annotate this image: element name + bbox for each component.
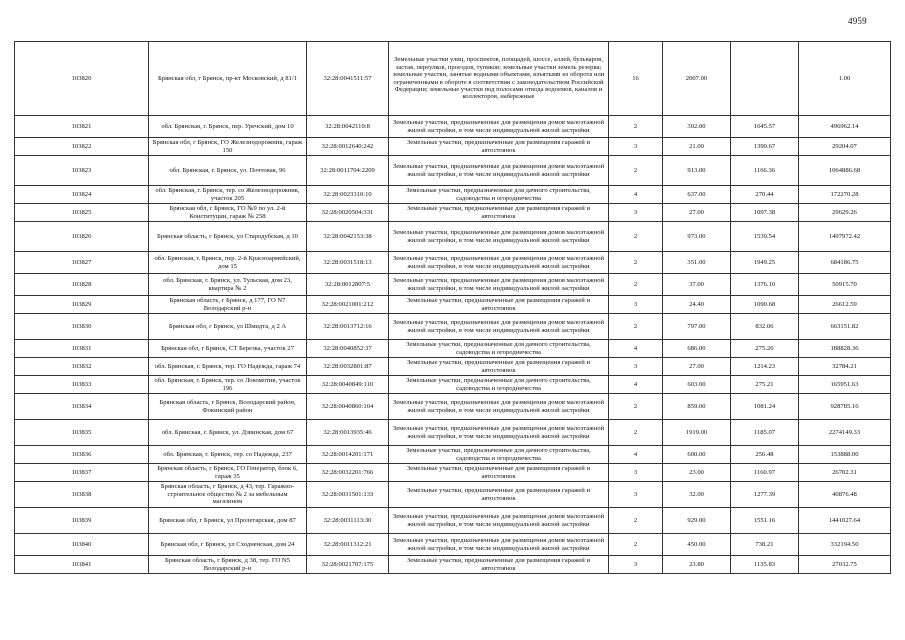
cadastral-value-cell: 29204.07 <box>799 138 891 156</box>
cadastral-number-cell: 32:28:0031518:13 <box>307 252 389 274</box>
land-use-cell: Земельные участки, предназначенные для размещения гаражей и автостоянок <box>389 358 609 376</box>
address-cell: обл. Брянская, г. Брянск, ул. Дзвинская, дом 67 <box>149 420 307 446</box>
cadastral-number-cell: 32:28:0023310:10 <box>307 186 389 204</box>
land-use-cell: Земельные участки, предназначенные для размещения домов малоэтажной жилой застройки, в том числе индивидуальной жилой застройки <box>389 156 609 186</box>
cadastral-number-cell: 32:28:0032201:766 <box>307 464 389 482</box>
specific-value-cell: 1277.39 <box>731 482 799 508</box>
address-cell: обл. Брянская, г. Брянск, ул. Почтовая, 96 <box>149 156 307 186</box>
land-use-cell: Земельные участки, предназначенные для размещения гаражей и автостоянок <box>389 296 609 314</box>
cadastral-number-cell: 32:28:0011312:21 <box>307 534 389 556</box>
area-cell: 1919.00 <box>663 420 731 446</box>
area-cell: 973.00 <box>663 222 731 252</box>
address-cell: Брянская обл, г Брянск, ул Сходненская, дом 24 <box>149 534 307 556</box>
cadastral-value-cell: 172270.28 <box>799 186 891 204</box>
area-cell: 27.00 <box>663 204 731 222</box>
address-cell: Брянская область, г Брянск, Володарский район, Фокинский район <box>149 394 307 420</box>
row-id-cell: 103839 <box>15 508 149 534</box>
cadastral-value-cell: 1064886.68 <box>799 156 891 186</box>
row-id-cell: 103835 <box>15 420 149 446</box>
land-use-cell: Земельные участки, предназначенные для дачного строительства, садоводства и огородничества <box>389 446 609 464</box>
table-row <box>15 42 891 116</box>
row-id-cell: 103831 <box>15 340 149 358</box>
group-cell: 2 <box>609 508 663 534</box>
specific-value-cell: 738.21 <box>731 534 799 556</box>
land-use-cell: Земельные участки, предназначенные для дачного строительства, садоводства и огородничества <box>389 376 609 394</box>
table-row <box>15 314 891 340</box>
land-use-cell: Земельные участки, предназначенные для размещения гаражей и автостоянок <box>389 556 609 574</box>
area-cell: 450.00 <box>663 534 731 556</box>
cadastral-number-cell: 32:28:0011704:2209 <box>307 156 389 186</box>
cadastral-number-cell: 32:28:0021707:175 <box>307 556 389 574</box>
table-row <box>15 420 891 446</box>
cadastral-number-cell: 32:28:0040860:104 <box>307 394 389 420</box>
row-id-cell: 103830 <box>15 314 149 340</box>
table-row <box>15 482 891 508</box>
address-cell: обл. Брянская, г. Брянск, тер. со Локомотив, участок 196 <box>149 376 307 394</box>
cadastral-number-cell: 32:28:0012807:5 <box>307 274 389 296</box>
cadastral-value-cell: 40876.48 <box>799 482 891 508</box>
group-cell: 2 <box>609 394 663 420</box>
land-use-cell: Земельные участки, предназначенные для размещения гаражей и автостоянок <box>389 482 609 508</box>
row-id-cell: 103827 <box>15 252 149 274</box>
cadastral-value-cell: 1497972.42 <box>799 222 891 252</box>
cadastral-number-cell: 32:28:0042153:38 <box>307 222 389 252</box>
row-id-cell: 103825 <box>15 204 149 222</box>
land-use-cell: Земельные участки, предназначенные для размещения гаражей и автостоянок <box>389 204 609 222</box>
area-cell: 600.00 <box>663 446 731 464</box>
table-row <box>15 222 891 252</box>
cadastral-value-cell: 928785.16 <box>799 394 891 420</box>
group-cell: 4 <box>609 340 663 358</box>
row-id-cell: 103834 <box>15 394 149 420</box>
land-use-cell: Земельные участки, предназначенные для размещения домов малоэтажной жилой застройки, в том числе индивидуальной жилой застройки <box>389 222 609 252</box>
row-id-cell: 103840 <box>15 534 149 556</box>
area-cell: 37.00 <box>663 274 731 296</box>
group-cell: 2 <box>609 222 663 252</box>
group-cell: 4 <box>609 186 663 204</box>
area-cell: 859.00 <box>663 394 731 420</box>
specific-value-cell: 1185.07 <box>731 420 799 446</box>
address-cell: Брянская область, г Брянск, д 177, ГО N7 Володарский р-н <box>149 296 307 314</box>
page-number: 4959 <box>848 16 867 26</box>
area-cell: 23.00 <box>663 464 731 482</box>
land-use-cell: Земельные участки, предназначенные для дачного строительства, садоводства и огородничества <box>389 340 609 358</box>
cadastral-value-cell: 1.00 <box>799 42 891 116</box>
address-cell: обл. Брянская, г. Брянск, пер. 2-й Красноармейский, дом 15 <box>149 252 307 274</box>
cadastral-value-cell: 188828.36 <box>799 340 891 358</box>
table-row <box>15 340 891 358</box>
cadastral-number-cell: 32:28:0012640:242 <box>307 138 389 156</box>
area-cell: 797.00 <box>663 314 731 340</box>
table-row <box>15 394 891 420</box>
row-id-cell: 103832 <box>15 358 149 376</box>
table-row <box>15 446 891 464</box>
row-id-cell: 103837 <box>15 464 149 482</box>
cadastral-value-cell: 26702.31 <box>799 464 891 482</box>
cadastral-number-cell: 32:28:0041511:57 <box>307 42 389 116</box>
address-cell: обл. Брянская, г. Брянск, тер. со Надежда, 237 <box>149 446 307 464</box>
table-row <box>15 252 891 274</box>
group-cell: 3 <box>609 296 663 314</box>
row-id-cell: 103824 <box>15 186 149 204</box>
table-row <box>15 274 891 296</box>
group-cell: 2 <box>609 252 663 274</box>
address-cell: Брянская обл, г Брянск, ул Шмидта, д 2 А <box>149 314 307 340</box>
row-id-cell: 103823 <box>15 156 149 186</box>
group-cell: 2 <box>609 274 663 296</box>
address-cell: Брянская область, г Брянск, ГО Генератор, блок 6, гараж 35 <box>149 464 307 482</box>
row-id-cell: 103838 <box>15 482 149 508</box>
land-use-cell: Земельные участки, предназначенные для размещения домов малоэтажной жилой застройки, в том числе индивидуальной жилой застройки <box>389 534 609 556</box>
address-cell: Брянская обл, г Брянск, ул Пролетарская, дом 87 <box>149 508 307 534</box>
group-cell: 3 <box>609 358 663 376</box>
table-row <box>15 186 891 204</box>
cadastral-value-cell: 663151.82 <box>799 314 891 340</box>
group-cell: 3 <box>609 138 663 156</box>
row-id-cell: 103826 <box>15 222 149 252</box>
address-cell: Брянская обл, г Брянск, ГО Железнодорожник, гараж 150 <box>149 138 307 156</box>
cadastral-value-cell: 26612.59 <box>799 296 891 314</box>
land-use-cell: Земельные участки, предназначенные для размещения домов малоэтажной жилой застройки, в том числе индивидуальной жилой застройки <box>389 314 609 340</box>
area-cell: 2007.00 <box>663 42 731 116</box>
row-id-cell: 103829 <box>15 296 149 314</box>
specific-value-cell: 275.21 <box>731 376 799 394</box>
group-cell: 2 <box>609 156 663 186</box>
area-cell: 913.00 <box>663 156 731 186</box>
table-row <box>15 556 891 574</box>
area-cell: 27.00 <box>663 358 731 376</box>
address-cell: обл. Брянская, г. Брянск, тер. со Железнодорожник, участок 205 <box>149 186 307 204</box>
address-cell: Брянская область, г Брянск, д 43, тер. Гаражно-строительное общество № 2 за мебельным магазином <box>149 482 307 508</box>
address-cell: Брянская область, г Брянск, ул Стародубская, д 10 <box>149 222 307 252</box>
table-body <box>15 42 891 574</box>
cadastral-value-cell: 496962.14 <box>799 116 891 138</box>
table-row <box>15 464 891 482</box>
cadastral-value-cell: 32784.21 <box>799 358 891 376</box>
area-cell: 686.00 <box>663 340 731 358</box>
specific-value-cell: 1551.16 <box>731 508 799 534</box>
area-cell: 603.00 <box>663 376 731 394</box>
land-use-cell: Земельные участки, предназначенные для размещения домов малоэтажной жилой застройки, в том числе индивидуальной жилой застройки <box>389 116 609 138</box>
table-row <box>15 116 891 138</box>
land-use-cell: Земельные участки, предназначенные для размещения домов малоэтажной жилой застройки, в том числе индивидуальной жилой застройки <box>389 394 609 420</box>
address-cell: обл. Брянская, г. Брянск, пер. Уречский, дом 10 <box>149 116 307 138</box>
table-row <box>15 296 891 314</box>
address-cell: Брянская область, г Брянск, д 38, тер. ГО N5 Володарский р-н <box>149 556 307 574</box>
land-use-cell: Земельные участки, предназначенные для размещения домов малоэтажной жилой застройки, в том числе индивидуальной жилой застройки <box>389 508 609 534</box>
table-row <box>15 204 891 222</box>
cadastral-value-cell: 332194.50 <box>799 534 891 556</box>
cadastral-number-cell: 32:28:0013935:46 <box>307 420 389 446</box>
cadastral-value-table <box>14 41 891 574</box>
address-cell: обл. Брянская, г. Брянск, тер. ГО Надежда, гараж 74 <box>149 358 307 376</box>
cadastral-number-cell: 32:28:0014201:171 <box>307 446 389 464</box>
cadastral-number-cell: 32:28:0042110:8 <box>307 116 389 138</box>
address-cell: Брянская обл, г Брянск, ГО №9 по ул. 2-й Конституции, гараж № 258 <box>149 204 307 222</box>
table-row <box>15 156 891 186</box>
row-id-cell: 103828 <box>15 274 149 296</box>
group-cell: 4 <box>609 446 663 464</box>
specific-value-cell: 1081.24 <box>731 394 799 420</box>
specific-value-cell: 1539.54 <box>731 222 799 252</box>
row-id-cell: 103820 <box>15 42 149 116</box>
area-cell: 351.00 <box>663 252 731 274</box>
address-cell: Брянская обл, г Брянск, пр-кт Московский, д 81/1 <box>149 42 307 116</box>
cadastral-value-cell: 50915.70 <box>799 274 891 296</box>
land-use-cell: Земельные участки, предназначенные для размещения домов малоэтажной жилой застройки, в том числе индивидуальной жилой застройки <box>389 420 609 446</box>
specific-value-cell: 832.06 <box>731 314 799 340</box>
cadastral-number-cell: 32:28:0032801:87 <box>307 358 389 376</box>
land-use-cell: Земельные участки, предназначенные для размещения гаражей и автостоянок <box>389 138 609 156</box>
specific-value-cell: 1949.25 <box>731 252 799 274</box>
cadastral-number-cell: 32:28:0040849:110 <box>307 376 389 394</box>
specific-value-cell: 1645.57 <box>731 116 799 138</box>
row-id-cell: 103822 <box>15 138 149 156</box>
table-row <box>15 508 891 534</box>
specific-value-cell: 1135.83 <box>731 556 799 574</box>
specific-value-cell: 275.26 <box>731 340 799 358</box>
row-id-cell: 103821 <box>15 116 149 138</box>
specific-value-cell: 1160.97 <box>731 464 799 482</box>
row-id-cell: 103833 <box>15 376 149 394</box>
area-cell: 23.80 <box>663 556 731 574</box>
area-cell: 32.00 <box>663 482 731 508</box>
specific-value-cell: 1090.68 <box>731 296 799 314</box>
group-cell: 4 <box>609 376 663 394</box>
cadastral-value-cell: 684186.75 <box>799 252 891 274</box>
table-row <box>15 138 891 156</box>
specific-value-cell: 1390.67 <box>731 138 799 156</box>
specific-value-cell: 1376.10 <box>731 274 799 296</box>
cadastral-value-cell: 153888.00 <box>799 446 891 464</box>
group-cell: 2 <box>609 116 663 138</box>
group-cell: 2 <box>609 534 663 556</box>
specific-value-cell <box>731 42 799 116</box>
specific-value-cell: 256.48 <box>731 446 799 464</box>
specific-value-cell: 270.44 <box>731 186 799 204</box>
cadastral-value-cell: 1441027.64 <box>799 508 891 534</box>
cadastral-number-cell: 32:28:0021001:212 <box>307 296 389 314</box>
land-use-cell: Земельные участки, предназначенные для размещения домов малоэтажной жилой застройки, в том числе индивидуальной жилой застройки <box>389 252 609 274</box>
area-cell: 21.00 <box>663 138 731 156</box>
group-cell: 3 <box>609 482 663 508</box>
table-row <box>15 376 891 394</box>
land-use-cell: Земельные участки улиц, проспектов, площадей, шоссе, аллей, бульваров, застав, переулков, проездов, тупиков; земельные участки земель резерва; земельные участки, занятые водными объектами, изъятыми из оборота или ограниченными в обороте в соответствии с законодательством Российской Федерации; земельные участки под полосами отвода водоемов, каналов и коллекторов, набережные <box>389 42 609 116</box>
table-row <box>15 534 891 556</box>
area-cell: 637.00 <box>663 186 731 204</box>
land-use-cell: Земельные участки, предназначенные для размещения гаражей и автостоянок <box>389 464 609 482</box>
area-cell: 302.00 <box>663 116 731 138</box>
cadastral-number-cell: 32:28:0013712:16 <box>307 314 389 340</box>
group-cell: 3 <box>609 464 663 482</box>
row-id-cell: 103836 <box>15 446 149 464</box>
group-cell: 16 <box>609 42 663 116</box>
area-cell: 24.40 <box>663 296 731 314</box>
cadastral-number-cell: 32:28:0031113:30 <box>307 508 389 534</box>
address-cell: Брянская обл, г Брянск, СТ Березка, участок 27 <box>149 340 307 358</box>
area-cell: 929.00 <box>663 508 731 534</box>
cadastral-value-cell: 27032.75 <box>799 556 891 574</box>
cadastral-number-cell: 32:28:0020504:331 <box>307 204 389 222</box>
specific-value-cell: 1214.23 <box>731 358 799 376</box>
row-id-cell: 103841 <box>15 556 149 574</box>
specific-value-cell: 1166.36 <box>731 156 799 186</box>
group-cell: 3 <box>609 556 663 574</box>
cadastral-value-cell: 2274149.33 <box>799 420 891 446</box>
cadastral-value-cell: 165951.63 <box>799 376 891 394</box>
land-use-cell: Земельные участки, предназначенные для дачного строительства, садоводства и огородничества <box>389 186 609 204</box>
address-cell: обл. Брянская, г. Брянск, ул. Тульская, дом 23, квартира № 2 <box>149 274 307 296</box>
cadastral-number-cell: 32:28:0040852:37 <box>307 340 389 358</box>
group-cell: 2 <box>609 314 663 340</box>
group-cell: 3 <box>609 204 663 222</box>
land-use-cell: Земельные участки, предназначенные для размещения домов малоэтажной жилой застройки, в том числе индивидуальной жилой застройки <box>389 274 609 296</box>
cadastral-number-cell: 32:28:0031501:133 <box>307 482 389 508</box>
cadastral-value-cell: 29629.26 <box>799 204 891 222</box>
group-cell: 2 <box>609 420 663 446</box>
specific-value-cell: 1097.38 <box>731 204 799 222</box>
table-row <box>15 358 891 376</box>
